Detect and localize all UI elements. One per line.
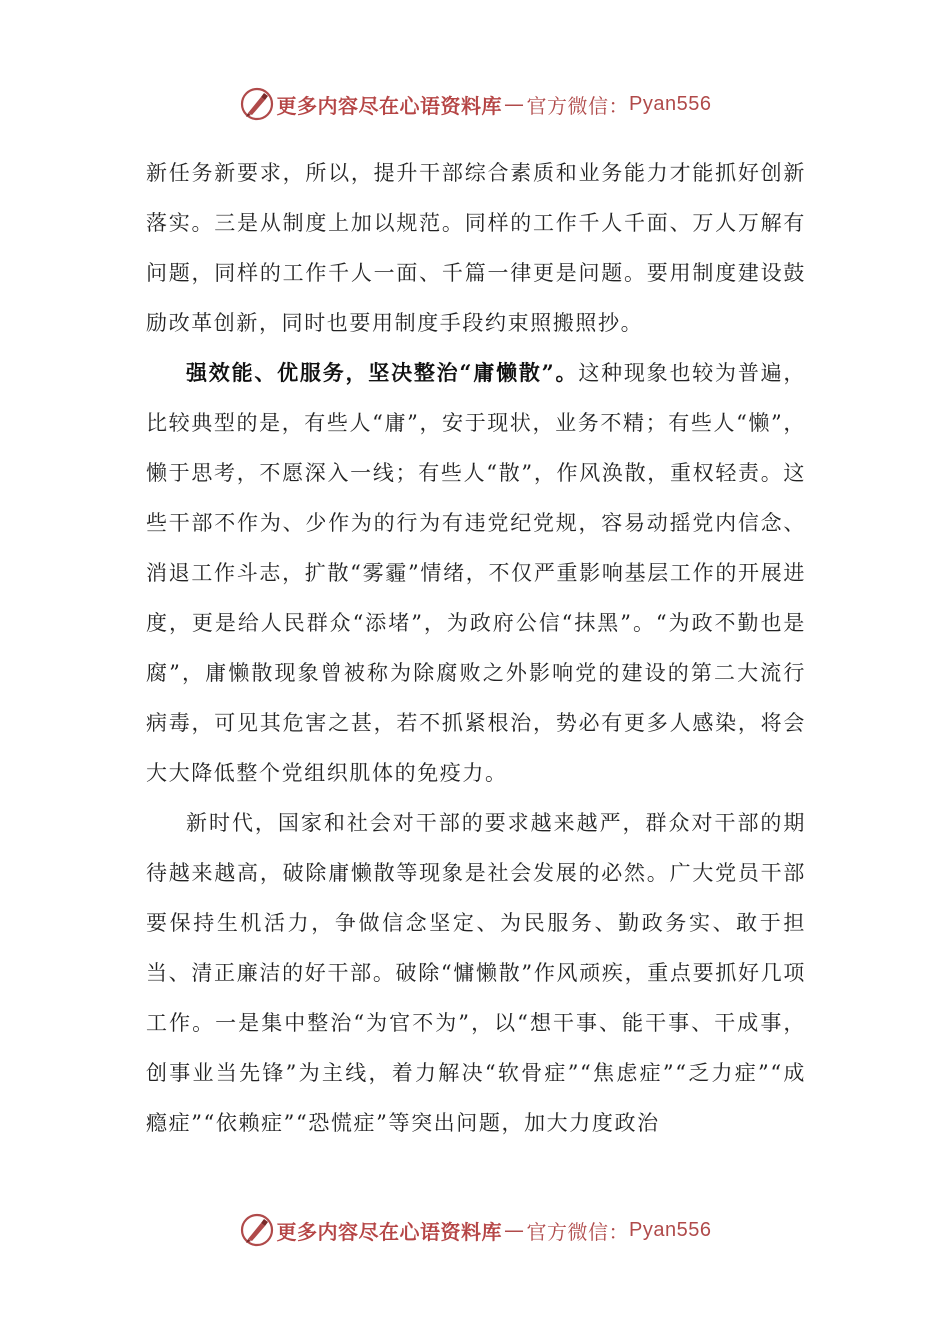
footer-brand-text: 更多内容尽在心语资料库	[276, 1219, 503, 1244]
footer-banner	[0, 1210, 950, 1250]
paragraph-3	[146, 798, 806, 1148]
header-wechat-id: Pyan556	[629, 92, 712, 115]
header-separator: —	[504, 92, 525, 116]
paragraph-2	[146, 348, 806, 798]
footer-wechat-label: 官方微信：	[526, 1219, 630, 1244]
header-brand-text: 更多内容尽在心语资料库	[276, 93, 503, 118]
paragraph-1-text: 新任务新要求，所以，提升干部综合素质和业务能力才能抓好创新落实。三是从制度上加以规范。同样的工作千人千面、万人万解有问题，同样的工作千人一面、千篇一律更是问题。要用制度建设鼓励改革创新，同时也要用制度手段约束照搬照抄。	[146, 161, 806, 335]
paragraph-3-text: 新时代，国家和社会对干部的要求越来越严，群众对干部的期待越来越高，破除庸懒散等现象是社会发展的必然。广大党员干部要保持生机活力，争做信念坚定、为民服务、勤政务实、敢于担当、清正廉洁的好干部。破除“慵懒散”作风顽疾，重点要抓好几项工作。一是集中整治“为官不为”，以“想干事、能干事、干成事，创事业当先锋”为主线，着力解决“软骨症”“焦虑症”“乏力症”“成瘾症”“依赖症”“恐慌症”等突出问题，加大力度政治	[146, 811, 806, 1135]
pen-logo-icon	[239, 86, 275, 122]
footer-separator: —	[504, 1218, 525, 1242]
footer-wechat-id: Pyan556	[629, 1218, 712, 1241]
pen-logo-icon	[239, 1212, 275, 1248]
header-wechat-label: 官方微信：	[526, 93, 630, 118]
document-body	[146, 148, 806, 1148]
paragraph-1	[146, 148, 806, 348]
paragraph-2-lead: 强效能、优服务，坚决整治“庸懒散”。	[186, 360, 579, 385]
paragraph-2-text: 这种现象也较为普遍，比较典型的是，有些人“庸”，安于现状，业务不精；有些人“懒”，懒于思考，不愿深入一线；有些人“散”，作风涣散，重权轻责。这些干部不作为、少作为的行为有违党纪党规，容易动摇党内信念、消退工作斗志，扩散“雾霾”情绪，不仅严重影响基层工作的开展进度，更是给人民群众“添堵”，为政府公信“抹黑”。“为政不勤也是腐”，庸懒散现象曾被称为除腐败之外影响党的建设的第二大流行病毒，可见其危害之甚，若不抓紧根治，势必有更多人感染，将会大大降低整个党组织肌体的免疫力。	[146, 361, 806, 785]
header-banner	[0, 84, 950, 124]
